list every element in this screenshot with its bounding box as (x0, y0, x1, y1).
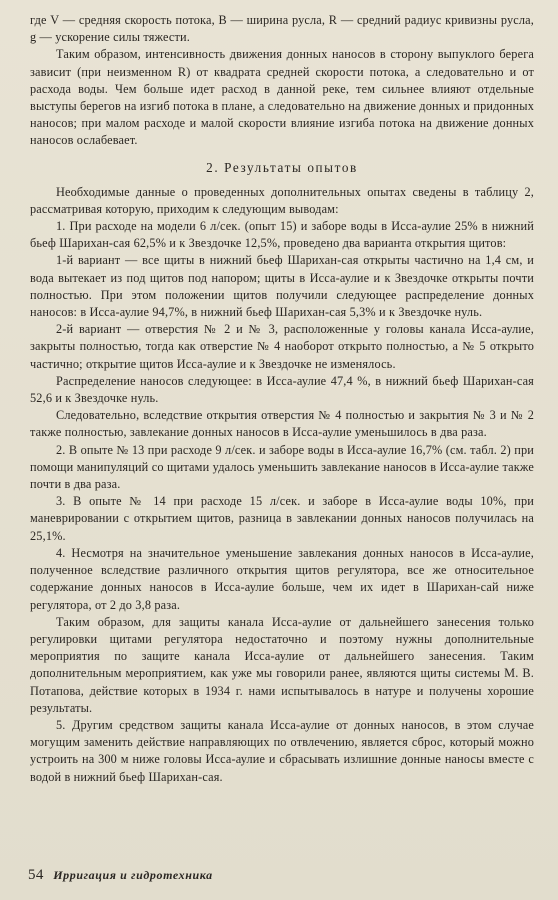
journal-title: Ирригация и гидротехника (53, 868, 213, 882)
page-number: 54 (28, 867, 44, 883)
paragraph-variant-1: 1-й вариант — все щиты в нижний бьеф Шарихан-сая открыты частично на 1,4 см, и вода вытекает из под щитов под напором; щиты в Исса-аулие и к Звездочке открыты почти полностью. При этом положении щитов получили следующее распределение донных наносов: в Исса-аулие 94,7%, в нижний бьеф Шарихан-сая 5,3% и к Звездочке нуль. (30, 253, 534, 320)
page-footer (28, 866, 213, 884)
paragraph-intro: Необходимые данные о проведенных дополнительных опытах сведены в таблицу 2, рассматривая которую, приходим к следующим выводам: (30, 184, 534, 216)
paragraph-conclusion-theory: Таким образом, интенсивность движения донных наносов в сторону выпуклого берега зависит (при неизменном R) от квадрата средней скорости потока, а следовательно и от расхода воды. Чем больше идет расход в данной реке, тем сильнее влияют отдельные выступы берегов на изгиб потока в плане, а следовательно на движение донных и придонных наносов; при малом расходе и малой скорости влияние изгиба потока на движение донных наносов ослабевает. (30, 47, 534, 148)
paragraph-distribution: Распределение наносов следующее: в Исса-аулие 47,4 %, в нижний бьеф Шарихан-сая 52,6 и к Звездочке нуль. (30, 373, 534, 406)
paragraph-variant-2: 2-й вариант — отверстия № 2 и № 3, расположенные у головы канала Исса-аулие, закрыты полностью, тогда как отверстие № 4 наоборот открыто полностью, а № 5 открыто частично; открытие щитов Исса-аулие и к Звездочке не изменялось. (30, 322, 534, 371)
paragraph-point-4: 4. Несмотря на значительное уменьшение завлекания донных наносов в Исса-аулие, полученное вследствие различного открытия щитов регулятора, все же относительное содержание донных наносов в Исса-аулие больше, чем их идет в Шарихан-сай ниже регулятора, от 2 до 3,8 раза. (30, 545, 534, 612)
section-heading: 2. Результаты опытов (206, 159, 358, 175)
paragraph-summary: Таким образом, для защиты канала Исса-аулие от дальнейшего занесения только регулировки щитами регулятора недостаточно и поэтому нужны дополнительные мероприятия по защите канала Исса-аулие от дальнейшего занесения. Таким дополнительным мероприятием, как уже мы говорили ранее, являются щиты системы М. В. Потапова, действие которых в 1934 г. нами испытывалось в натуре и получены хорошие результаты. (30, 614, 534, 715)
paragraph-definitions: где V — средняя скорость потока, B — ширина русла, R — средний радиус кривизны русла, g — ускорение силы тяжести. (30, 13, 534, 45)
paragraph-point-1: 1. При расходе на модели 6 л/сек. (опыт 15) и заборе воды в Исса-аулие 25% в нижний бьеф Шарихан-сая 62,5% и к Звездочке 12,5%, проведено два варианта открытия щитов: (30, 219, 534, 251)
paragraph-point-5: 5. Другим средством защиты канала Исса-аулие от донных наносов, в этом случае могущим заменить действие направляющих по отвлечению, является сброс, который можно устроить на 300 м ниже головы Исса-аулие и сбрасывать излишние донные наносы вместе с водой в нижний бьеф Шарихан-сая. (30, 717, 534, 784)
paragraph-point-2: 2. В опыте № 13 при расходе 9 л/сек. и заборе воды в Исса-аулие 16,7% (см. табл. 2) при помощи манипуляций со щитами удалось уменьшить завлекание наносов в Исса-аулие также почти в два раза. (30, 442, 534, 492)
paragraph-point-3: 3. В опыте № 14 при расходе 15 л/сек. и заборе в Исса-аулие воды 10%, при маневрировании с открытием щитов, разница в завлекании донных наносов получилась на 25,1%. (30, 494, 534, 543)
paragraph-consequence: Следовательно, вследствие открытия отверстия № 4 полностью и закрытия № 3 и № 2 также полностью, завлекание донных наносов в Исса-аулие уменьшилось в два раза. (30, 408, 534, 440)
